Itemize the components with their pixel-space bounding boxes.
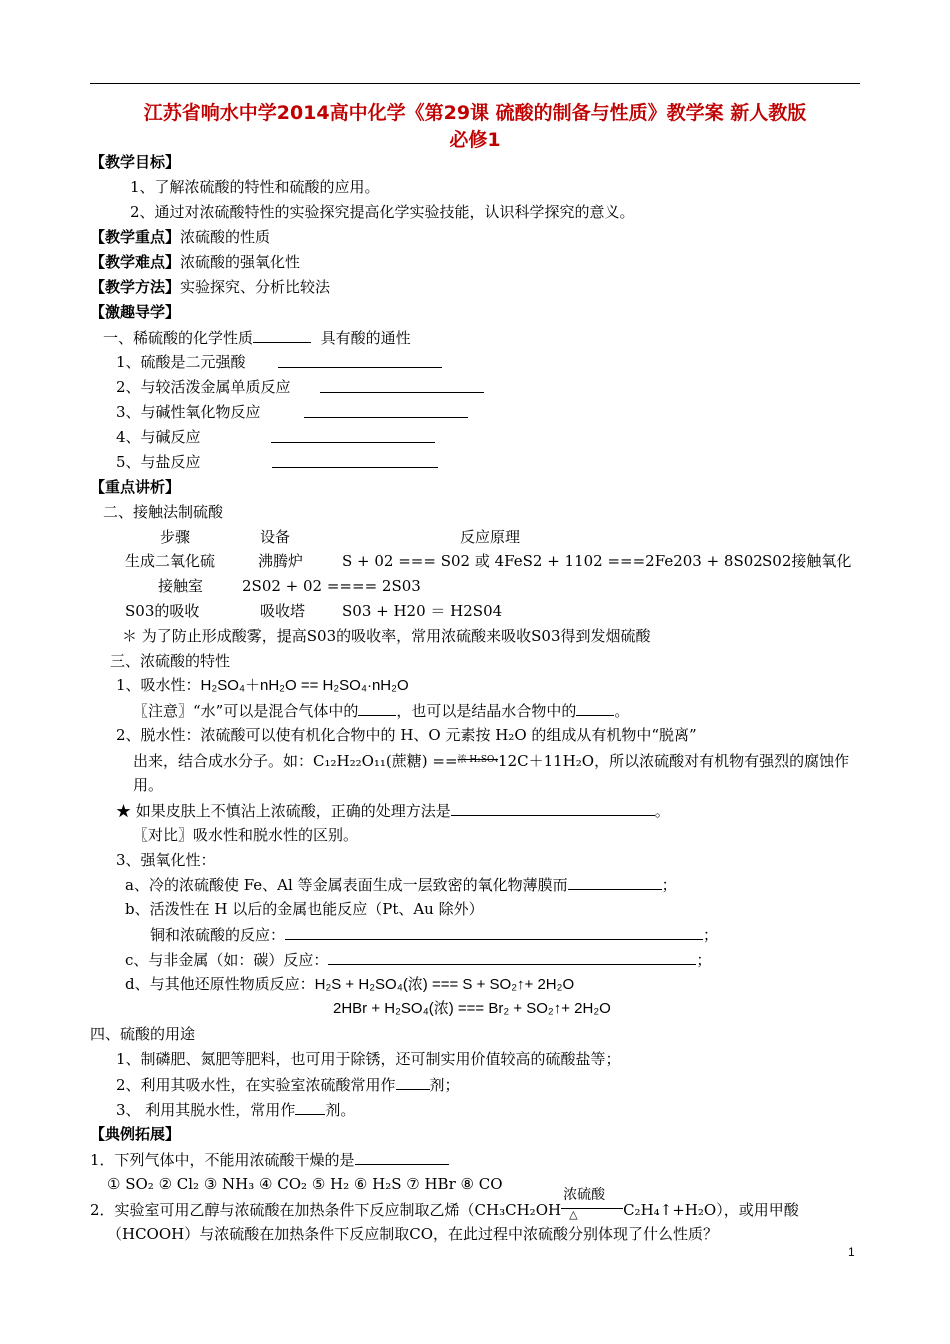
prop3-b2 bbox=[150, 924, 718, 945]
use-2-text: 2、利用其吸水性，在实验室浓硫酸常用作 bbox=[116, 1076, 396, 1094]
question-1-options: ① SO₂ ② Cl₂ ③ NH₃ ④ CO₂ ⑤ H₂ ⑥ H₂S ⑦ HBr ⑧ CO bbox=[107, 1175, 503, 1193]
row3-equation: S03 + H20 ＝ H2S04 bbox=[342, 602, 503, 620]
header-rule bbox=[90, 83, 860, 84]
difficulty-line bbox=[90, 252, 300, 272]
blank[interactable] bbox=[328, 949, 696, 965]
intro-item-4: 4、与碱反应 bbox=[116, 428, 201, 446]
col-step: 步骤 bbox=[160, 528, 191, 546]
blank[interactable] bbox=[358, 700, 396, 716]
difficulty-text: 浓硫酸的强氧化性 bbox=[180, 253, 301, 271]
blank[interactable] bbox=[451, 800, 655, 816]
row1-equation: S + 02 === S02 或 4FeS2 + 1102 ===2Fe203 + 8S02 bbox=[342, 552, 763, 570]
method-heading: 【教学方法】 bbox=[90, 278, 181, 296]
use-3 bbox=[116, 1099, 355, 1120]
prop1-label: 1、吸水性： bbox=[116, 676, 201, 694]
question-1 bbox=[90, 1149, 449, 1170]
prop2-line-c: 用。 bbox=[133, 776, 164, 794]
blank[interactable] bbox=[355, 1149, 449, 1165]
prop1-line bbox=[116, 675, 409, 696]
question-1-text: 1．下列气体中，不能用浓硫酸干燥的是 bbox=[90, 1151, 355, 1169]
blank[interactable] bbox=[568, 874, 662, 890]
intro-item-1-text: 1、硫酸是二元强酸 bbox=[116, 353, 246, 371]
compare-note: 〖对比〗吸水性和脱水性的区别。 bbox=[133, 826, 359, 844]
prop2-condition: 浓 H₂SO₄ bbox=[457, 755, 499, 765]
prop1-note-b: ，也可以是结晶水合物中的 bbox=[396, 702, 577, 720]
intro-item-3: 3、与碱性氧化物反应 bbox=[116, 403, 261, 421]
prop3-d-text: d、与其他还原性物质反应： bbox=[125, 975, 315, 993]
col-equip: 设备 bbox=[260, 528, 291, 546]
intro-section1-text: 一、稀硫酸的化学性质 bbox=[103, 329, 254, 347]
key-heading: 【重点讲析】 bbox=[90, 478, 181, 496]
reaction-condition-bottom: △ bbox=[569, 1208, 578, 1221]
method-line bbox=[90, 277, 330, 297]
question-2-line-a bbox=[90, 1187, 799, 1221]
intro-item-4-blank[interactable] bbox=[271, 427, 435, 443]
row2-equation: 2S02 + 02 ==== 2S03 bbox=[242, 577, 421, 595]
reaction-condition-top: 浓硫酸 bbox=[563, 1187, 606, 1203]
prop3-a-text: a、冷的浓硫酸使 Fe、Al 等金属表面生成一层致密的氧化物薄膜而 bbox=[125, 876, 568, 894]
blank[interactable] bbox=[295, 1099, 325, 1115]
page-title-line2: 必修1 bbox=[449, 129, 501, 151]
prop3-a bbox=[125, 874, 677, 895]
prop2-b1: 出来，结合成水分子。如：C₁₂H₂₂O₁₁(蔗糖) == bbox=[133, 752, 458, 770]
row1-equip: 沸腾炉 bbox=[258, 552, 304, 570]
row3-equip: 吸收塔 bbox=[260, 602, 306, 620]
intro-section1-tail: 具有酸的通性 bbox=[320, 329, 411, 347]
prop2-b2: 12C＋11H₂O，所以浓硫酸对有机物有强烈的腐蚀作 bbox=[498, 752, 850, 770]
intro-item-1 bbox=[116, 352, 246, 372]
prop3-c-end: ； bbox=[696, 951, 712, 969]
skin-question bbox=[116, 800, 670, 821]
prop1-note-c: 。 bbox=[614, 702, 630, 720]
prop3-b2-end: ； bbox=[703, 926, 719, 944]
question-2-text-a: 2．实验室可用乙醇与浓硫酸在加热条件下反应制取乙烯（CH₃CH₂OH bbox=[90, 1201, 562, 1219]
prop2-line-b bbox=[133, 750, 849, 771]
prop1-note-a: 〖注意〗“水”可以是混合气体中的 bbox=[133, 702, 359, 720]
skin-question-text: ★ 如果皮肤上不慎沾上浓硫酸，正确的处理方法是 bbox=[116, 802, 451, 820]
intro-item-3-blank[interactable] bbox=[304, 402, 468, 418]
page-number: 1 bbox=[848, 1245, 855, 1259]
intro-item-5-blank[interactable] bbox=[272, 452, 438, 468]
row3-step: S03的吸收 bbox=[125, 602, 200, 620]
prop1-note bbox=[133, 700, 629, 721]
focus-text: 浓硫酸的性质 bbox=[180, 228, 271, 246]
difficulty-heading: 【教学难点】 bbox=[90, 253, 181, 271]
use-3-end: 剂。 bbox=[325, 1101, 356, 1119]
prop3-d-eq2: 2HBr + H₂SO₄(浓) === Br₂ + SO₂↑+ 2H₂O bbox=[333, 1000, 611, 1017]
examples-heading: 【典例拓展】 bbox=[90, 1125, 181, 1143]
prop3-c bbox=[125, 949, 711, 970]
use-1: 1、制磷肥、氮肥等肥料，也可用于除锈，还可制实用价值较高的硫酸盐等； bbox=[116, 1050, 621, 1068]
intro-item-2: 2、与较活泼金属单质反应 bbox=[116, 378, 291, 396]
intro-heading: 【激趣导学】 bbox=[90, 303, 181, 321]
objective-2: 2、通过对浓硫酸特性的实验探究提高化学实验技能，认识科学探究的意义。 bbox=[130, 203, 635, 221]
use-2 bbox=[116, 1074, 460, 1095]
intro-item-5: 5、与盐反应 bbox=[116, 453, 201, 471]
uses-heading: 四、硫酸的用途 bbox=[90, 1025, 196, 1043]
intro-item-2-blank[interactable] bbox=[320, 377, 484, 393]
skin-question-end: 。 bbox=[654, 802, 670, 820]
use-3-text: 3、 利用其脱水性，常用作 bbox=[116, 1101, 296, 1119]
question-2-text-b: C₂H₄↑+H₂O），或用甲酸 bbox=[623, 1201, 799, 1219]
reaction-arrow bbox=[561, 1187, 623, 1221]
objective-1: 1、了解浓硫酸的特性和硫酸的应用。 bbox=[130, 178, 380, 196]
page-title-line1: 江苏省响水中学2014高中化学《第29课 硫酸的制备与性质》教学案 新人教版 bbox=[143, 102, 807, 124]
prop3-heading: 3、强氧化性： bbox=[116, 851, 216, 869]
prop3-a-end: ； bbox=[661, 876, 677, 894]
prop1-equation: H₂SO₄＋nH₂O == H₂SO₄·nH₂O bbox=[200, 677, 409, 694]
prop3-b: b、活泼性在 H 以后的金属也能反应（Pt、Au 除外） bbox=[125, 900, 484, 918]
method-text: 实验探究、分析比较法 bbox=[180, 278, 331, 296]
row2-equip: 接触室 bbox=[158, 577, 204, 595]
key-note: ＊ 为了防止形成酸雾，提高S03的吸收率，常用浓硫酸来吸收S03得到发烟硫酸 bbox=[122, 627, 651, 645]
focus-line bbox=[90, 227, 270, 247]
blank[interactable] bbox=[285, 924, 703, 940]
intro-section1 bbox=[103, 327, 411, 348]
objectives-heading: 【教学目标】 bbox=[90, 153, 181, 171]
blank[interactable] bbox=[396, 1074, 430, 1090]
key-section2: 二、接触法制硫酸 bbox=[103, 503, 224, 521]
row2-step: S02接触氧化 bbox=[762, 552, 852, 570]
blank[interactable] bbox=[253, 327, 311, 343]
key-section3: 三、浓硫酸的特性 bbox=[110, 652, 231, 670]
prop3-d-eq1: H₂S + H₂SO₄(浓) === S + SO₂↑+ 2H₂O bbox=[314, 976, 575, 993]
prop3-d bbox=[125, 974, 574, 995]
col-principle: 反应原理 bbox=[460, 528, 521, 546]
question-2-line-b: （HCOOH）与浓硫酸在加热条件下反应制取CO，在此过程中浓硫酸分别体现了什么性质？ bbox=[107, 1225, 719, 1243]
blank[interactable] bbox=[576, 700, 614, 716]
use-2-end: 剂； bbox=[429, 1076, 460, 1094]
intro-item-1-blank[interactable] bbox=[278, 352, 442, 368]
prop3-b2-text: 铜和浓硫酸的反应： bbox=[150, 926, 286, 944]
row1-step: 生成二氧化硫 bbox=[125, 552, 216, 570]
focus-heading: 【教学重点】 bbox=[90, 228, 181, 246]
prop3-c-text: c、与非金属（如：碳）反应： bbox=[125, 951, 329, 969]
prop2-line-a: 2、脱水性：浓硫酸可以使有机化合物中的 H、O 元素按 H₂O 的组成从有机物中“脱离” bbox=[116, 726, 697, 744]
